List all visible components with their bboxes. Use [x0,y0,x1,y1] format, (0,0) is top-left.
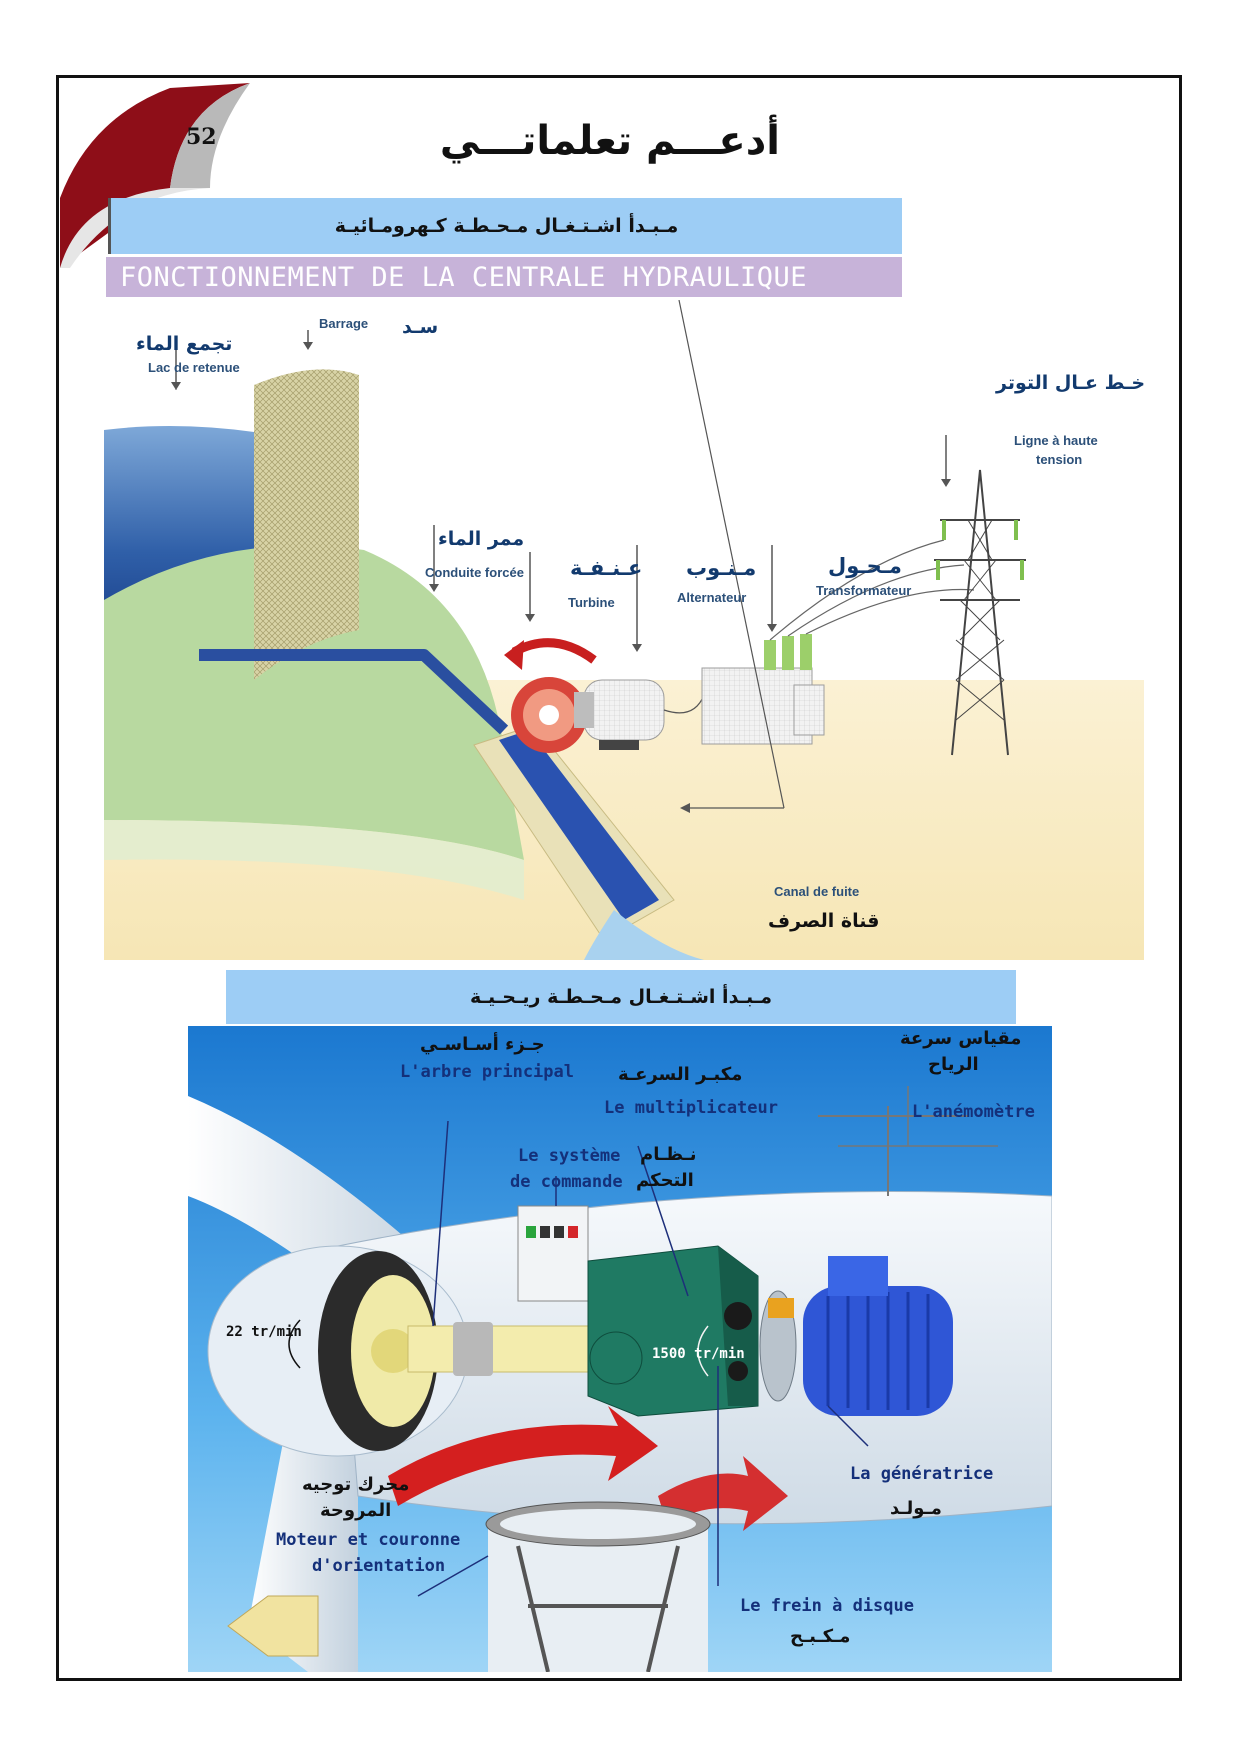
penstock-label-fr: Conduite forcée [425,565,524,580]
power-line-label-fr-2: tension [1036,452,1083,467]
hydro-section-title: مـبـدأ اشـتـغـال مـحـطـة كـهرومـائيـة [108,198,902,254]
generator-label-ar: مـولـد [890,1498,942,1519]
multiplier-label-fr: Le multiplicateur [604,1098,778,1118]
hydro-diagram [104,300,1144,960]
penstock-label-ar: ممر الماء [438,528,525,550]
dam-label-ar: سـد [402,316,439,338]
control-label-ar-2: التحكم [636,1170,694,1191]
turbine-label-ar: عـنـفـة [570,556,643,580]
rotor-speed-label: 22 tr/min [226,1324,302,1340]
yaw-label-ar-2: المروحة [320,1500,392,1521]
anemometer-label-ar-2: الرياح [928,1054,979,1075]
yaw-label-fr-1: Moteur et couronne [276,1530,461,1550]
yaw-label-fr-2: d'orientation [312,1556,446,1576]
turbine-label-fr: Turbine [568,595,615,610]
page-number: 52 [186,124,217,150]
power-line-label-fr-1: Ligne à haute [1014,433,1098,448]
anemometer-label-ar-1: مقياس سرعة [900,1028,1022,1049]
control-label-fr-1: Le système [518,1146,621,1166]
tailrace-label-ar: قناة الصرف [768,910,880,932]
hydro-french-banner: FONCTIONNEMENT DE LA CENTRALE HYDRAULIQUE [106,257,902,297]
alternator-label-ar: مـنـوب [686,556,757,580]
brake-label-ar: مـكـبـح [790,1626,851,1647]
control-label-fr-2: de commande [510,1172,623,1192]
control-label-ar-1: نـظـام [640,1144,697,1165]
yaw-label-ar-1: محرك توجيه [302,1474,410,1495]
multiplier-label-ar: مكبـر السرعـة [618,1064,743,1085]
generator-speed-label: 1500 tr/min [652,1346,745,1362]
anemometer-label-fr: L'anémomètre [912,1102,1035,1122]
transformer-label-fr: Transformateur [816,583,912,598]
dam-label-fr: Barrage [319,316,369,331]
power-line-label-ar: خـط عـال التوتر [996,372,1146,394]
reservoir-label-fr: Lac de retenue [148,360,240,375]
main-shaft-label-fr: L'arbre principal [400,1062,574,1082]
main-shaft-label-ar: جـزء أسـاسـي [420,1034,545,1055]
generator-label-fr: La génératrice [850,1464,994,1484]
tailrace-label-fr: Canal de fuite [774,884,860,899]
transformer-label-ar: مـحـول [828,554,902,578]
alternator-label-fr: Alternateur [677,590,747,605]
reservoir-label-ar: تجمع الماء [136,333,233,355]
wind-section-title: مـبـدأ اشـتـغـال مـحـطـة ريـحـيـة [226,970,1016,1024]
brake-label-fr: Le frein à disque [740,1596,914,1616]
page-title: أدعـــم تعلماتـــي [439,118,780,164]
